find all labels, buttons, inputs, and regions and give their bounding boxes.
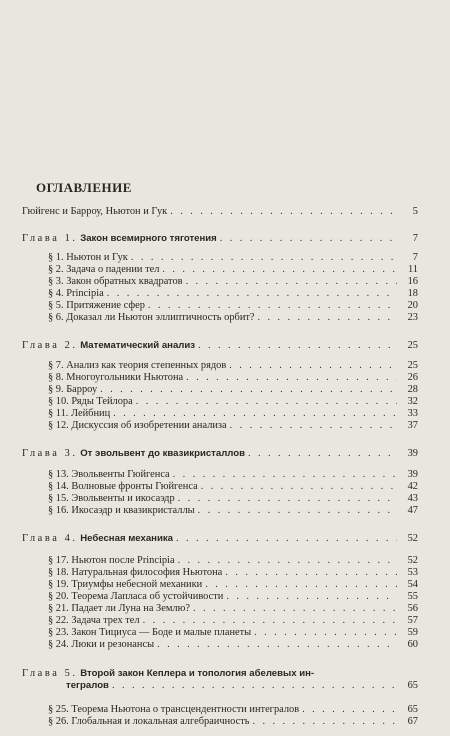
section-title: Principia	[66, 288, 104, 299]
section-number: § 12.	[48, 420, 69, 431]
section-page: 67	[407, 716, 418, 727]
leader-dots	[170, 206, 397, 218]
section-number: § 26.	[48, 716, 69, 727]
section-entry[interactable]	[48, 420, 418, 432]
section-entry[interactable]	[48, 627, 418, 639]
section-entry[interactable]	[48, 396, 418, 408]
section-entry[interactable]	[48, 716, 418, 728]
leader-dots	[220, 233, 397, 245]
section-number: § 23.	[48, 627, 69, 638]
section-number: § 18.	[48, 567, 69, 578]
section-title: Ньютон и Гук	[66, 252, 128, 263]
chapter-label: Глава 4.	[22, 533, 78, 544]
section-number: § 2.	[48, 264, 64, 275]
leader-dots	[205, 579, 397, 591]
entry-title: Гюйгенс и Барроу, Ньютон и Гук	[22, 206, 168, 217]
section-entry[interactable]	[48, 300, 418, 312]
chapter-1-entry[interactable]	[22, 233, 418, 245]
chapter-page: 39	[407, 448, 418, 459]
section-page: 25	[407, 360, 418, 371]
section-title: Теорема Ньютона о трансцендентности интегралов	[71, 704, 300, 715]
section-entry[interactable]	[48, 603, 418, 615]
leader-dots	[186, 276, 397, 288]
section-page: 43	[407, 493, 418, 504]
section-entry[interactable]	[48, 288, 418, 300]
chapter-title-line-2: тегралов	[66, 680, 109, 691]
section-number: § 1.	[48, 252, 64, 263]
leader-dots	[193, 603, 397, 615]
section-number: § 16.	[48, 505, 69, 516]
section-number: § 7.	[48, 360, 64, 371]
section-number: § 5.	[48, 300, 64, 311]
chapter-title: Небесная механика	[80, 533, 174, 544]
section-entry[interactable]	[48, 312, 418, 324]
leader-dots	[178, 493, 397, 505]
section-entry[interactable]	[48, 384, 418, 396]
section-entry[interactable]	[48, 493, 418, 505]
section-entry[interactable]	[48, 505, 418, 517]
section-title: Волновые фронты Гюйгенса	[71, 481, 198, 492]
section-entry[interactable]	[48, 555, 418, 567]
section-page: 7	[412, 252, 418, 263]
leader-dots	[198, 340, 397, 352]
section-entry[interactable]	[48, 360, 418, 372]
section-number: § 14.	[48, 481, 69, 492]
chapter-5-entry[interactable]	[22, 668, 418, 692]
section-title: Триумфы небесной механики	[71, 579, 203, 590]
section-page: 20	[407, 300, 418, 311]
section-page: 52	[407, 555, 418, 566]
section-page: 23	[407, 312, 418, 323]
chapter-title: От эвольвент до квазикристаллов	[80, 448, 246, 459]
section-entry[interactable]	[48, 579, 418, 591]
section-page: 33	[407, 408, 418, 419]
leader-dots	[230, 420, 397, 432]
section-number: § 4.	[48, 288, 64, 299]
section-number: § 25.	[48, 704, 69, 715]
chapter-2-entry[interactable]	[22, 340, 418, 352]
section-title: Задача трех тел	[71, 615, 140, 626]
section-number: § 24.	[48, 639, 69, 650]
leader-dots	[302, 704, 397, 716]
section-title: Теорема Лапласа об устойчивости	[71, 591, 224, 602]
section-entry[interactable]	[48, 264, 418, 276]
section-number: § 20.	[48, 591, 69, 602]
section-number: § 17.	[48, 555, 69, 566]
section-page: 32	[407, 396, 418, 407]
section-entry[interactable]	[48, 252, 418, 264]
section-page: 18	[407, 288, 418, 299]
section-entry[interactable]	[48, 615, 418, 627]
section-title: Лейбниц	[71, 408, 111, 419]
section-title: Ряды Тейлора	[71, 396, 133, 407]
section-number: § 10.	[48, 396, 69, 407]
chapter-4-entry[interactable]	[22, 533, 418, 545]
section-number: § 3.	[48, 276, 64, 287]
leader-dots	[143, 615, 397, 627]
chapter-title-line-1: Второй закон Кеплера и топология абелевых ин-	[80, 668, 315, 679]
section-entry[interactable]	[48, 481, 418, 493]
leader-dots	[162, 264, 397, 276]
section-page: 56	[407, 603, 418, 614]
leader-dots	[112, 680, 397, 692]
section-number: § 19.	[48, 579, 69, 590]
section-title: Падает ли Луна на Землю?	[71, 603, 190, 614]
section-title: Доказал ли Ньютон эллиптичность орбит?	[66, 312, 255, 323]
section-number: § 22.	[48, 615, 69, 626]
section-title: Анализ как теория степенных рядов	[66, 360, 227, 371]
section-page: 59	[407, 627, 418, 638]
chapter-page: 7	[412, 233, 418, 244]
leader-dots	[226, 591, 397, 603]
leader-dots	[258, 312, 397, 324]
section-page: 37	[407, 420, 418, 431]
section-entry[interactable]	[48, 567, 418, 579]
section-title: Задача о падении тел	[66, 264, 160, 275]
toc-heading: ОГЛАВЛЕНИЕ	[36, 180, 132, 195]
section-page: 42	[407, 481, 418, 492]
section-number: § 15.	[48, 493, 69, 504]
leader-dots	[201, 481, 397, 493]
leader-dots	[136, 396, 397, 408]
leader-dots	[254, 627, 397, 639]
section-number: § 8.	[48, 372, 64, 383]
leader-dots	[178, 555, 397, 567]
section-page: 39	[407, 469, 418, 480]
section-number: § 21.	[48, 603, 69, 614]
section-entry[interactable]	[48, 372, 418, 384]
section-entry[interactable]	[48, 591, 418, 603]
section-title: Барроу	[66, 384, 98, 395]
chapter-page: 65	[407, 680, 418, 691]
section-entry[interactable]	[48, 276, 418, 288]
section-page: 26	[407, 372, 418, 383]
chapter-page: 25	[407, 340, 418, 351]
chapter-label: Глава 1.	[22, 233, 78, 244]
entry-page: 5	[412, 206, 418, 217]
leader-dots	[173, 469, 397, 481]
chapter-title: Закон всемирного тяготения	[80, 233, 217, 244]
chapter-title: Математический анализ	[80, 340, 196, 351]
chapter-page: 52	[407, 533, 418, 544]
section-entry[interactable]	[48, 704, 418, 716]
leader-dots	[113, 408, 397, 420]
section-title: Дискуссия об изобретении анализа	[71, 420, 227, 431]
section-title: Люки и резонансы	[71, 639, 155, 650]
leader-dots	[198, 505, 397, 517]
leader-dots	[229, 360, 397, 372]
leader-dots	[107, 288, 397, 300]
section-page: 54	[407, 579, 418, 590]
section-title: Эвольвенты Гюйгенса	[71, 469, 170, 480]
leader-dots	[186, 372, 397, 384]
section-title: Многоугольники Ньютона	[66, 372, 184, 383]
section-number: § 6.	[48, 312, 64, 323]
section-page: 47	[407, 505, 418, 516]
section-number: § 11.	[48, 408, 69, 419]
section-title: Эвольвенты и икосаэдр	[71, 493, 175, 504]
leader-dots	[131, 252, 397, 264]
leader-dots	[176, 533, 397, 545]
leader-dots	[248, 448, 397, 460]
section-page: 28	[407, 384, 418, 395]
chapter-label: Глава 5.	[22, 668, 78, 679]
section-title: Икосаэдр и квазикристаллы	[71, 505, 195, 516]
section-entry[interactable]	[48, 639, 418, 651]
section-number: § 13.	[48, 469, 69, 480]
section-title: Притяжение сфер	[66, 300, 145, 311]
section-title: Ньютон после Principia	[71, 555, 175, 566]
section-entry[interactable]	[48, 469, 418, 481]
section-page: 60	[407, 639, 418, 650]
section-entry[interactable]	[48, 408, 418, 420]
section-number: § 9.	[48, 384, 64, 395]
leader-dots	[252, 716, 397, 728]
leader-dots	[100, 384, 397, 396]
leader-dots	[157, 639, 397, 651]
toc-intro-entry[interactable]	[22, 206, 418, 218]
leader-dots	[225, 567, 397, 579]
section-page: 65	[407, 704, 418, 715]
section-page: 57	[407, 615, 418, 626]
section-title: Натуральная философия Ньютона	[71, 567, 223, 578]
section-page: 16	[407, 276, 418, 287]
chapter-3-entry[interactable]	[22, 448, 418, 460]
section-page: 55	[407, 591, 418, 602]
section-title: Глобальная и локальная алгебраичность	[71, 716, 250, 727]
chapter-label: Глава 3.	[22, 448, 78, 459]
chapter-label: Глава 2.	[22, 340, 78, 351]
leader-dots	[148, 300, 397, 312]
section-page: 11	[407, 264, 418, 275]
section-title: Закон обратных квадратов	[66, 276, 183, 287]
section-page: 53	[407, 567, 418, 578]
section-title: Закон Тициуса — Боде и малые планеты	[71, 627, 252, 638]
